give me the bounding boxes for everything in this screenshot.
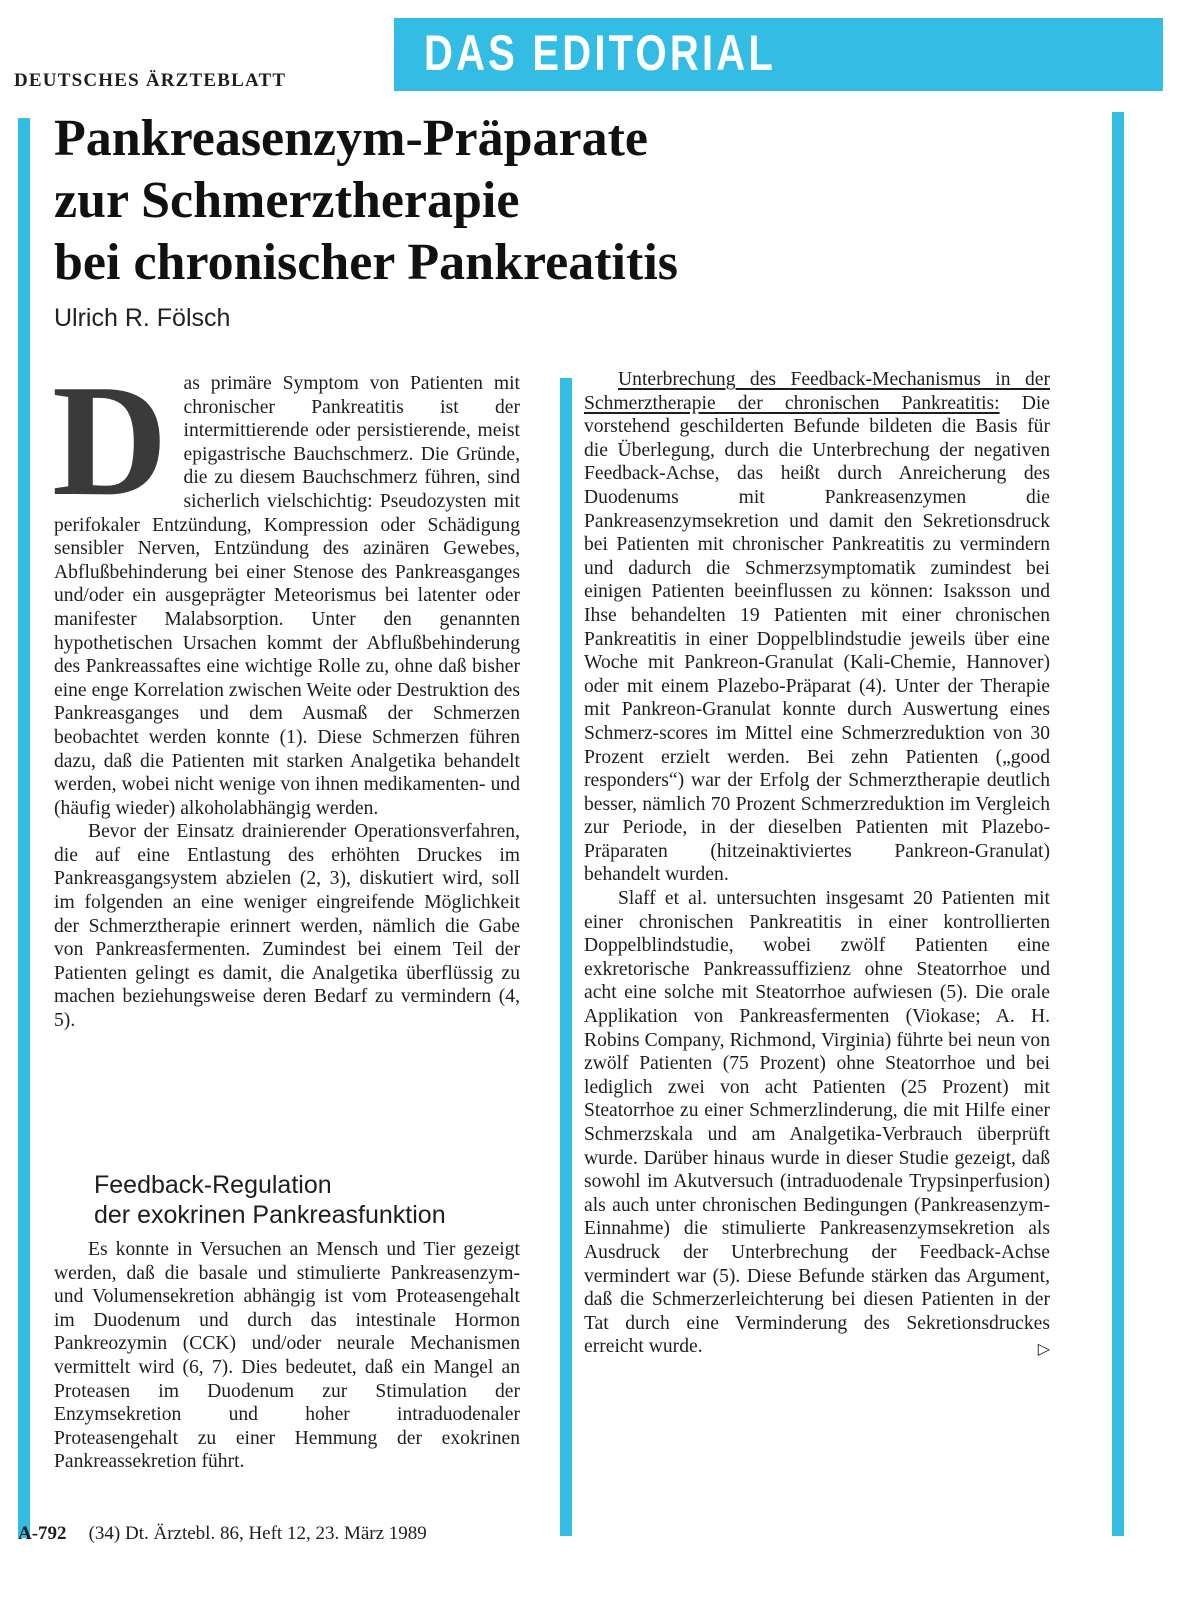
right-column <box>584 368 1050 1362</box>
run-in-heading: Unterbrechung des Feedback-Mechanismus in der Schmerztherapie der chronischen Pankreatitis: <box>584 369 1050 414</box>
left-column <box>52 351 520 1033</box>
citation: (34) Dt. Ärztebl. 86, Heft 12, 23. März 1989 <box>88 1523 427 1544</box>
title-line: bei chronischer Pankreatitis <box>54 234 678 291</box>
body-paragraph: Es konnte in Versuchen an Mensch und Tier gezeigt werden, daß die basale und stimulierte Pankreasenzym- und Volumensekretion abhängig ist vom Proteasengehalt im Duodenum und durch das intestinale Hormon Pankreozymin (CCK) und/oder neurale Mechanismen vermittelt wird (6, 7). Dies bedeutet, daß ein Mangel an Proteasen im Duodenum zur Stimulation der Enzymsekretion und hoher intraduodenaler Proteasengehalt zu einer Hemmung der exokrinen Pankreassekretion führt. <box>54 1239 520 1473</box>
column-divider-bar <box>560 378 572 1536</box>
paragraph-text: Die vorstehend geschilderten Befunde bildeten die Basis für die Überlegung, durch die Unterbrechung der negativen Feedback-Achse, das heißt durch Anreicherung des Duodenums mit Pankreasenzymen die Pankreasenzymsekretion und damit den Sekretionsdruck bei Patienten mit chronischer Pankreatitis zu vermindern und dadurch die Schmerzsymptomatik zumindest bei einigen Patienten beeinflussen zu können: Isaksson und Ihse behandelten 19 Patienten mit einer chronischen Pankreatitis in einer Doppelblindstudie jeweils über eine Woche mit Pankreon-Granulat (Kali-Chemie, Hannover) oder mit einem Plazebo-Präparat (4). Unter der Therapie mit Pankreon-Granulat konnte durch Auswertung eines Schmerz-scores im Mittel eine Schmerzreduktion von 30 Prozent erzielt werden. Bei zehn Patienten („good responders“) war der Erfolg der Schmerztherapie deutlich besser, nämlich 70 Prozent Schmerzreduktion im Vergleich zur Periode, in der dieselben Patienten mit Plazebo-Präparaten (hitzeinaktiviertes Pankreon-Granulat) behandelt wurden. <box>584 392 1050 886</box>
right-accent-bar <box>1112 112 1124 1536</box>
paragraph-text: as primäre Symptom von Patienten mit chronischer Pankreatitis ist der intermittierende oder persistierende, meist epigastrische Bauchschmerz. Die Gründe, die zu diesem Bauchschmerz führen, sind sicherlich vielschichtig: Pseudozysten mit perifokaler Entzündung, Kompression oder Schädigung sensibler Nerven, Entzündung des azinären Gewebes, Abflußbehinderung bei einer Stenose des Pankreasganges und/oder ein ausgeprägter Meteorismus bei latenter oder manifester Malabsorption. Unter den genannten hypothetischen Ursachen kommt der Abflußbehinderung des Pankreassaftes eine wichtige Rolle zu, ohne daß bisher eine enge Korrelation zwischen Weite oder Destruktion des Pankreasganges und dem Ausmaß der Schmerzen beobachtet werden konnte (1). Diese Schmerzen führen dazu, daß die Patienten mit starken Analgetika behandelt werden, wobei nicht wenige von ihnen medikamenten- und (häufig wieder) alkoholabhängig werden. <box>54 373 520 819</box>
section-heading <box>94 1170 534 1230</box>
title-line: zur Schmerztherapie <box>54 172 520 229</box>
left-column-lower <box>54 1238 520 1474</box>
journal-name: DEUTSCHES ÄRZTEBLATT <box>14 70 287 91</box>
drop-cap: D <box>52 351 168 529</box>
section-heading-line: der exokrinen Pankreasfunktion <box>94 1201 446 1229</box>
left-accent-bar <box>18 118 30 1538</box>
page-footer <box>18 1523 427 1545</box>
body-paragraph: Bevor der Einsatz drainierender Operationsverfahren, die auf eine Entlastung des erhöhten Druckes im Pankreasgangsystem abzielen (2, 3), diskutiert wird, soll im folgenden an eine weniger eingreifende Möglichkeit der Schmerztherapie erinnert werden, nämlich die Gabe von Pankreasfermenten. Zumindest bei einem Teil der Patienten gelingt es damit, die Analgetika überflüssig zu machen beziehungsweise deren Bedarf zu vermindern (4, 5). <box>54 821 520 1032</box>
body-paragraph <box>52 351 520 820</box>
section-banner <box>394 18 1163 91</box>
continue-arrow-icon: ▷ <box>1037 1341 1050 1359</box>
paragraph-text: Slaff et al. untersuchten insgesamt 20 Patienten mit einer chronischen Pankreatitis in einer kontrollierten Doppelblindstudie, wobei zwölf Patienten eine exkretorische Pankreassuffizienz ohne Steatorrhoe und acht eine solche mit Steatorrhoe aufwiesen (5). Die orale Applikation von Pankreasfermenten (Viokase; A. H. Robins Company, Richmond, Virginia) führte bei neun von zwölf Patienten (75 Prozent) ohne Steatorrhoe und bei lediglich zwei von acht Patienten (25 Prozent) mit Steatorrhoe zu einer Schmerzlinderung, die mit Hilfe einer Schmerzskala und am Analgetika-Verbrauch überprüft wurde. Darüber hinaus wurde in dieser Studie gezeigt, daß sowohl im Akutversuch (intraduodenale Trypsinperfusion) als auch unter chronischen Bedingungen (Pankreasenzym-Einnahme) die stimulierte Pankreasenzymsekretion als Ausdruck der Unterbrechung der Feedback-Achse vermindert war (5). Diese Befunde stärken das Argument, daß die Schmerzerleichterung bei diesen Patienten in der Tat durch eine Verminderung des Sekretionsdruckes erreicht wurde. <box>584 888 1050 1358</box>
body-paragraph <box>584 887 1050 1359</box>
section-heading-line: Feedback-Regulation <box>94 1171 332 1199</box>
page-number: A-792 <box>18 1523 67 1544</box>
title-line: Pankreasenzym-Präparate <box>54 110 649 167</box>
author-byline: Ulrich R. Fölsch <box>54 304 231 332</box>
article-title <box>54 108 1094 294</box>
body-paragraph <box>584 368 1050 887</box>
section-banner-label: DAS EDITORIAL <box>424 25 776 81</box>
